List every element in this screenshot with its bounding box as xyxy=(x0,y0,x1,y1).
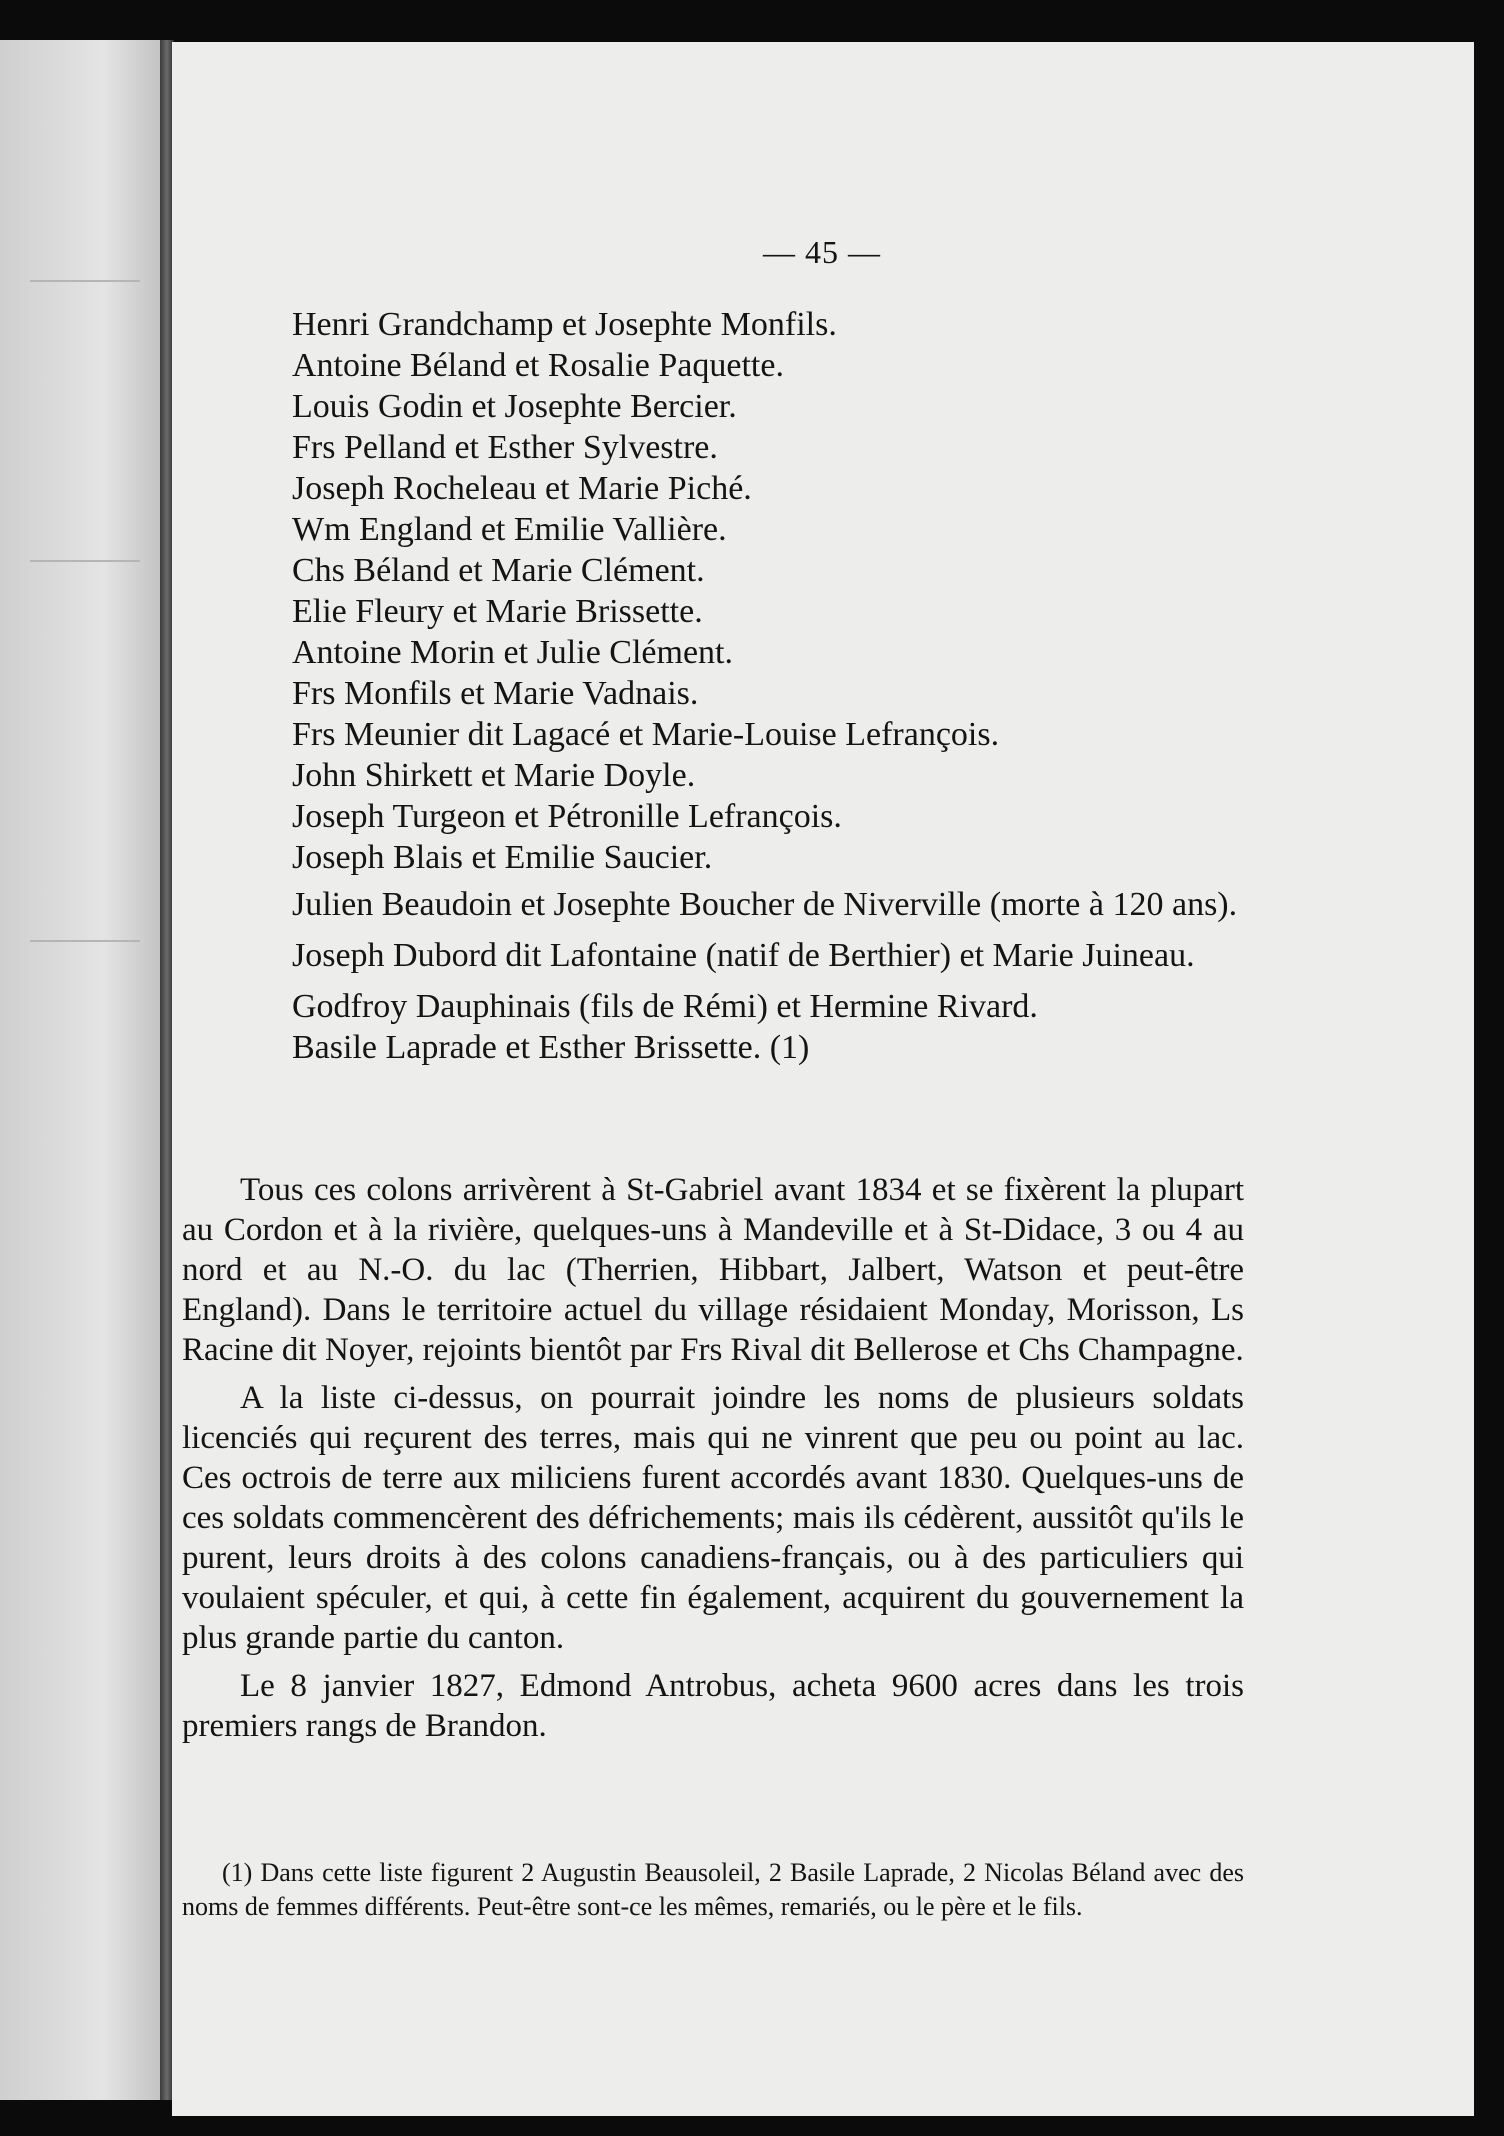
previous-page-edge xyxy=(0,40,172,2100)
list-item-long: Joseph Dubord dit Lafontaine (natif de Berthier) et Marie Juineau. xyxy=(292,937,1195,974)
paragraph: A la liste ci-dessus, on pourrait joindre les noms de plusieurs soldats licenciés qui reçurent des terres, mais qui ne vinrent que peu ou point au lac. Ces octrois de terre aux miliciens furent accordés avant 1830. Quelques-uns de ces soldats commencèrent des défrichements; mais ils cédèrent, aussitôt qu'ils le purent, leurs droits à des colons canadiens-français, ou à des particuliers qui voulaient spéculer, et qui, à cette fin également, acquirent du gouvernement la plus grande partie du canton. xyxy=(182,1380,1244,1656)
list-item: Joseph Blais et Emilie Saucier. xyxy=(292,839,713,876)
list-item: Frs Meunier dit Lagacé et Marie-Louise Lefrançois. xyxy=(292,716,1000,753)
list-item: Antoine Morin et Julie Clément. xyxy=(292,634,733,671)
page-number: — 45 — xyxy=(763,234,881,270)
list-item: Henri Grandchamp et Josephte Monfils. xyxy=(292,306,837,343)
list-item: Frs Pelland et Esther Sylvestre. xyxy=(292,429,718,466)
list-item: John Shirkett et Marie Doyle. xyxy=(292,757,696,794)
ghost-text-line xyxy=(30,940,140,942)
book-page xyxy=(172,42,1474,2116)
settler-list xyxy=(292,304,1362,1068)
list-item: Louis Godin et Josephte Bercier. xyxy=(292,388,737,425)
footnote: (1) Dans cette liste figurent 2 Augustin Beausoleil, 2 Basile Laprade, 2 Nicolas Béland avec des noms de femmes différents. Peut-être sont-ce les mêmes, remariés, ou le père et le fils. xyxy=(182,1858,1244,1921)
list-item: Frs Monfils et Marie Vadnais. xyxy=(292,675,699,712)
list-item: Antoine Béland et Rosalie Paquette. xyxy=(292,347,784,384)
list-item: Joseph Turgeon et Pétronille Lefrançois. xyxy=(292,798,842,835)
list-item: Elie Fleury et Marie Brissette. xyxy=(292,593,703,630)
list-item: Joseph Rocheleau et Marie Piché. xyxy=(292,470,752,507)
list-item: Godfroy Dauphinais (fils de Rémi) et Hermine Rivard. xyxy=(292,988,1038,1025)
paragraph: Le 8 janvier 1827, Edmond Antrobus, acheta 9600 acres dans les trois premiers rangs de Brandon. xyxy=(182,1668,1244,1744)
list-item: Chs Béland et Marie Clément. xyxy=(292,552,705,589)
ghost-text-line xyxy=(30,560,140,562)
ghost-text-line xyxy=(30,280,140,282)
paragraph: Tous ces colons arrivèrent à St-Gabriel avant 1834 et se fixèrent la plupart au Cordon et à la rivière, quelques-uns à Mandeville et à St-Didace, 3 ou 4 au nord et au N.-O. du lac (Therrien, Hibbart, Jalbert, Watson et peut-être England). Dans le territoire actuel du village résidaient Monday, Morisson, Ls Racine dit Noyer, rejoints bientôt par Frs Rival dit Bellerose et Chs Champagne. xyxy=(182,1172,1244,1368)
list-item: Basile Laprade et Esther Brissette. (1) xyxy=(292,1029,810,1066)
list-item: Wm England et Emilie Vallière. xyxy=(292,511,727,548)
list-item-long: Julien Beaudoin et Josephte Boucher de Niverville (morte à 120 ans). xyxy=(292,886,1238,923)
body-text xyxy=(182,1170,1244,1754)
